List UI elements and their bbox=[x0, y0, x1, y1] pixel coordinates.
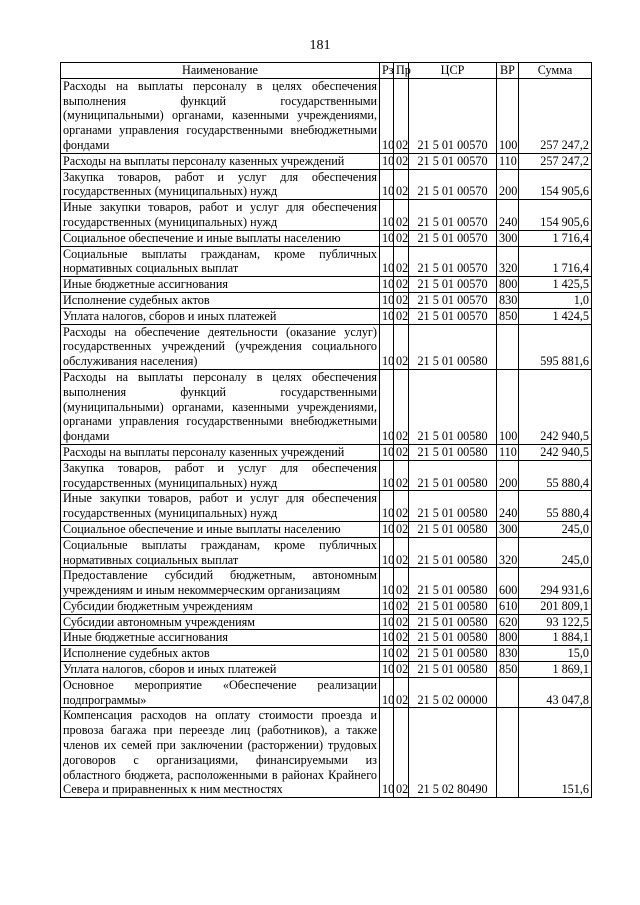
row-sum: 151,6 bbox=[519, 708, 592, 798]
row-csr: 21 5 01 00580 bbox=[409, 369, 497, 444]
row-name: Расходы на выплаты персоналу в целях обеспечения выполнения функций государственными (муниципальными) органами, казенными учреждениями, органами управления государственными внебюджетными фондами bbox=[61, 78, 380, 153]
row-rz: 10 bbox=[380, 677, 394, 708]
row-name: Компенсация расходов на оплату стоимости проезда и провоза багажа при переезде лиц (работников), а также членов их семей при заключении (расторжении) трудовых договоров с организациями, финансируемыми из областного бюджета, расположенными в районах Крайнего Севера и приравненных к ним местностях bbox=[61, 708, 380, 798]
row-csr: 21 5 01 00570 bbox=[409, 169, 497, 200]
row-sum: 1 884,1 bbox=[519, 630, 592, 646]
row-vr bbox=[497, 677, 519, 708]
page-number: 181 bbox=[309, 38, 331, 53]
row-sum: 1 869,1 bbox=[519, 662, 592, 678]
row-pr: 02 bbox=[394, 78, 409, 153]
row-rz: 10 bbox=[380, 153, 394, 169]
row-rz: 10 bbox=[380, 369, 394, 444]
row-sum: 43 047,8 bbox=[519, 677, 592, 708]
row-name: Основное мероприятие «Обеспечение реализации подпрограммы» bbox=[61, 677, 380, 708]
row-rz: 10 bbox=[380, 324, 394, 369]
row-pr: 02 bbox=[394, 630, 409, 646]
row-vr: 100 bbox=[497, 78, 519, 153]
row-csr: 21 5 01 00580 bbox=[409, 324, 497, 369]
row-vr: 240 bbox=[497, 200, 519, 231]
row-csr: 21 5 01 00580 bbox=[409, 646, 497, 662]
row-pr: 02 bbox=[394, 662, 409, 678]
row-csr: 21 5 01 00580 bbox=[409, 598, 497, 614]
header-csr: ЦСР bbox=[409, 63, 497, 79]
row-pr: 02 bbox=[394, 614, 409, 630]
row-vr: 320 bbox=[497, 537, 519, 568]
row-name: Социальные выплаты гражданам, кроме публичных нормативных социальных выплат bbox=[61, 246, 380, 277]
table-row bbox=[61, 230, 592, 246]
table-row bbox=[61, 246, 592, 277]
table-header-row bbox=[61, 63, 592, 79]
row-rz: 10 bbox=[380, 308, 394, 324]
row-csr: 21 5 01 00580 bbox=[409, 521, 497, 537]
row-vr bbox=[497, 324, 519, 369]
table-row bbox=[61, 598, 592, 614]
row-name: Иные закупки товаров, работ и услуг для обеспечения государственных (муниципальных) нужд bbox=[61, 491, 380, 522]
row-sum: 154 905,6 bbox=[519, 169, 592, 200]
row-pr: 02 bbox=[394, 708, 409, 798]
header-rz: Рз bbox=[380, 63, 394, 79]
row-name: Закупка товаров, работ и услуг для обеспечения государственных (муниципальных) нужд bbox=[61, 460, 380, 491]
header-sum: Сумма bbox=[519, 63, 592, 79]
row-pr: 02 bbox=[394, 598, 409, 614]
header-pr: Пр bbox=[394, 63, 409, 79]
table-row bbox=[61, 521, 592, 537]
table-row bbox=[61, 308, 592, 324]
table-row bbox=[61, 646, 592, 662]
row-pr: 02 bbox=[394, 677, 409, 708]
row-name: Расходы на выплаты персоналу казенных учреждений bbox=[61, 153, 380, 169]
row-pr: 02 bbox=[394, 200, 409, 231]
row-csr: 21 5 01 00580 bbox=[409, 491, 497, 522]
row-name: Субсидии автономным учреждениям bbox=[61, 614, 380, 630]
row-sum: 294 931,6 bbox=[519, 568, 592, 599]
row-vr: 320 bbox=[497, 246, 519, 277]
row-pr: 02 bbox=[394, 460, 409, 491]
budget-table bbox=[60, 62, 592, 798]
row-name: Социальное обеспечение и иные выплаты населению bbox=[61, 521, 380, 537]
row-csr: 21 5 01 00580 bbox=[409, 460, 497, 491]
table-row bbox=[61, 200, 592, 231]
row-sum: 1 424,5 bbox=[519, 308, 592, 324]
row-rz: 10 bbox=[380, 491, 394, 522]
row-pr: 02 bbox=[394, 153, 409, 169]
row-csr: 21 5 01 00580 bbox=[409, 630, 497, 646]
row-pr: 02 bbox=[394, 230, 409, 246]
row-csr: 21 5 01 00580 bbox=[409, 662, 497, 678]
row-csr: 21 5 02 00000 bbox=[409, 677, 497, 708]
row-name: Исполнение судебных актов bbox=[61, 646, 380, 662]
row-pr: 02 bbox=[394, 646, 409, 662]
row-sum: 1,0 bbox=[519, 292, 592, 308]
row-vr: 100 bbox=[497, 369, 519, 444]
table-row bbox=[61, 153, 592, 169]
table-row bbox=[61, 491, 592, 522]
header-vr: ВР bbox=[497, 63, 519, 79]
row-rz: 10 bbox=[380, 568, 394, 599]
table-row bbox=[61, 630, 592, 646]
row-vr: 200 bbox=[497, 169, 519, 200]
row-name: Исполнение судебных актов bbox=[61, 292, 380, 308]
row-vr: 110 bbox=[497, 444, 519, 460]
row-rz: 10 bbox=[380, 169, 394, 200]
row-rz: 10 bbox=[380, 614, 394, 630]
row-csr: 21 5 01 00570 bbox=[409, 78, 497, 153]
row-vr: 600 bbox=[497, 568, 519, 599]
row-pr: 02 bbox=[394, 521, 409, 537]
table-row bbox=[61, 460, 592, 491]
row-sum: 55 880,4 bbox=[519, 460, 592, 491]
table-row bbox=[61, 444, 592, 460]
row-sum: 257 247,2 bbox=[519, 78, 592, 153]
row-pr: 02 bbox=[394, 169, 409, 200]
row-csr: 21 5 01 00580 bbox=[409, 614, 497, 630]
row-csr: 21 5 01 00570 bbox=[409, 230, 497, 246]
row-csr: 21 5 01 00570 bbox=[409, 277, 497, 293]
table-row bbox=[61, 292, 592, 308]
row-sum: 242 940,5 bbox=[519, 444, 592, 460]
row-sum: 1 716,4 bbox=[519, 246, 592, 277]
row-csr: 21 5 01 00570 bbox=[409, 200, 497, 231]
row-vr: 830 bbox=[497, 646, 519, 662]
row-name: Социальное обеспечение и иные выплаты населению bbox=[61, 230, 380, 246]
row-name: Уплата налогов, сборов и иных платежей bbox=[61, 662, 380, 678]
row-sum: 245,0 bbox=[519, 521, 592, 537]
row-pr: 02 bbox=[394, 246, 409, 277]
row-vr: 830 bbox=[497, 292, 519, 308]
row-sum: 242 940,5 bbox=[519, 369, 592, 444]
table-row bbox=[61, 614, 592, 630]
row-vr: 850 bbox=[497, 662, 519, 678]
row-rz: 10 bbox=[380, 246, 394, 277]
row-name: Иные закупки товаров, работ и услуг для обеспечения государственных (муниципальных) нужд bbox=[61, 200, 380, 231]
table-row bbox=[61, 169, 592, 200]
row-sum: 595 881,6 bbox=[519, 324, 592, 369]
row-rz: 10 bbox=[380, 200, 394, 231]
row-vr: 620 bbox=[497, 614, 519, 630]
row-vr: 240 bbox=[497, 491, 519, 522]
row-name: Расходы на выплаты персоналу в целях обеспечения выполнения функций государственными (муниципальными) органами, казенными учреждениями, органами управления государственными внебюджетными фондами bbox=[61, 369, 380, 444]
row-sum: 15,0 bbox=[519, 646, 592, 662]
row-vr: 850 bbox=[497, 308, 519, 324]
row-vr: 300 bbox=[497, 521, 519, 537]
row-name: Социальные выплаты гражданам, кроме публичных нормативных социальных выплат bbox=[61, 537, 380, 568]
header-name: Наименование bbox=[61, 63, 380, 79]
row-csr: 21 5 01 00580 bbox=[409, 444, 497, 460]
row-csr: 21 5 01 00570 bbox=[409, 153, 497, 169]
row-csr: 21 5 01 00580 bbox=[409, 568, 497, 599]
row-vr: 200 bbox=[497, 460, 519, 491]
row-vr: 800 bbox=[497, 277, 519, 293]
row-name: Предоставление субсидий бюджетным, автономным учреждениям и иным некоммерческим организациям bbox=[61, 568, 380, 599]
row-csr: 21 5 02 80490 bbox=[409, 708, 497, 798]
row-vr: 800 bbox=[497, 630, 519, 646]
row-rz: 10 bbox=[380, 521, 394, 537]
table-row bbox=[61, 708, 592, 798]
row-csr: 21 5 01 00570 bbox=[409, 308, 497, 324]
row-sum: 245,0 bbox=[519, 537, 592, 568]
table-row bbox=[61, 662, 592, 678]
row-csr: 21 5 01 00580 bbox=[409, 537, 497, 568]
row-pr: 02 bbox=[394, 537, 409, 568]
row-rz: 10 bbox=[380, 444, 394, 460]
row-name: Расходы на выплаты персоналу казенных учреждений bbox=[61, 444, 380, 460]
row-pr: 02 bbox=[394, 491, 409, 522]
row-vr: 300 bbox=[497, 230, 519, 246]
row-name: Иные бюджетные ассигнования bbox=[61, 630, 380, 646]
row-pr: 02 bbox=[394, 277, 409, 293]
row-rz: 10 bbox=[380, 292, 394, 308]
row-sum: 93 122,5 bbox=[519, 614, 592, 630]
row-csr: 21 5 01 00570 bbox=[409, 246, 497, 277]
row-rz: 10 bbox=[380, 460, 394, 491]
table-row bbox=[61, 537, 592, 568]
row-pr: 02 bbox=[394, 324, 409, 369]
row-pr: 02 bbox=[394, 292, 409, 308]
row-name: Расходы на обеспечение деятельности (оказание услуг) государственных учреждений (учреждения социального обслуживания населения) bbox=[61, 324, 380, 369]
table-row bbox=[61, 78, 592, 153]
row-rz: 10 bbox=[380, 630, 394, 646]
row-rz: 10 bbox=[380, 78, 394, 153]
row-sum: 257 247,2 bbox=[519, 153, 592, 169]
row-name: Субсидии бюджетным учреждениям bbox=[61, 598, 380, 614]
row-name: Закупка товаров, работ и услуг для обеспечения государственных (муниципальных) нужд bbox=[61, 169, 380, 200]
row-csr: 21 5 01 00570 bbox=[409, 292, 497, 308]
table-row bbox=[61, 277, 592, 293]
row-rz: 10 bbox=[380, 708, 394, 798]
row-sum: 154 905,6 bbox=[519, 200, 592, 231]
row-vr: 110 bbox=[497, 153, 519, 169]
row-name: Уплата налогов, сборов и иных платежей bbox=[61, 308, 380, 324]
table-row bbox=[61, 677, 592, 708]
row-sum: 1 716,4 bbox=[519, 230, 592, 246]
row-name: Иные бюджетные ассигнования bbox=[61, 277, 380, 293]
table-row bbox=[61, 369, 592, 444]
row-rz: 10 bbox=[380, 662, 394, 678]
row-sum: 55 880,4 bbox=[519, 491, 592, 522]
row-rz: 10 bbox=[380, 598, 394, 614]
row-sum: 201 809,1 bbox=[519, 598, 592, 614]
row-vr bbox=[497, 708, 519, 798]
row-rz: 10 bbox=[380, 537, 394, 568]
row-rz: 10 bbox=[380, 646, 394, 662]
row-pr: 02 bbox=[394, 568, 409, 599]
row-vr: 610 bbox=[497, 598, 519, 614]
table-row bbox=[61, 568, 592, 599]
row-pr: 02 bbox=[394, 444, 409, 460]
table-row bbox=[61, 324, 592, 369]
row-sum: 1 425,5 bbox=[519, 277, 592, 293]
row-rz: 10 bbox=[380, 277, 394, 293]
row-pr: 02 bbox=[394, 308, 409, 324]
row-pr: 02 bbox=[394, 369, 409, 444]
row-rz: 10 bbox=[380, 230, 394, 246]
